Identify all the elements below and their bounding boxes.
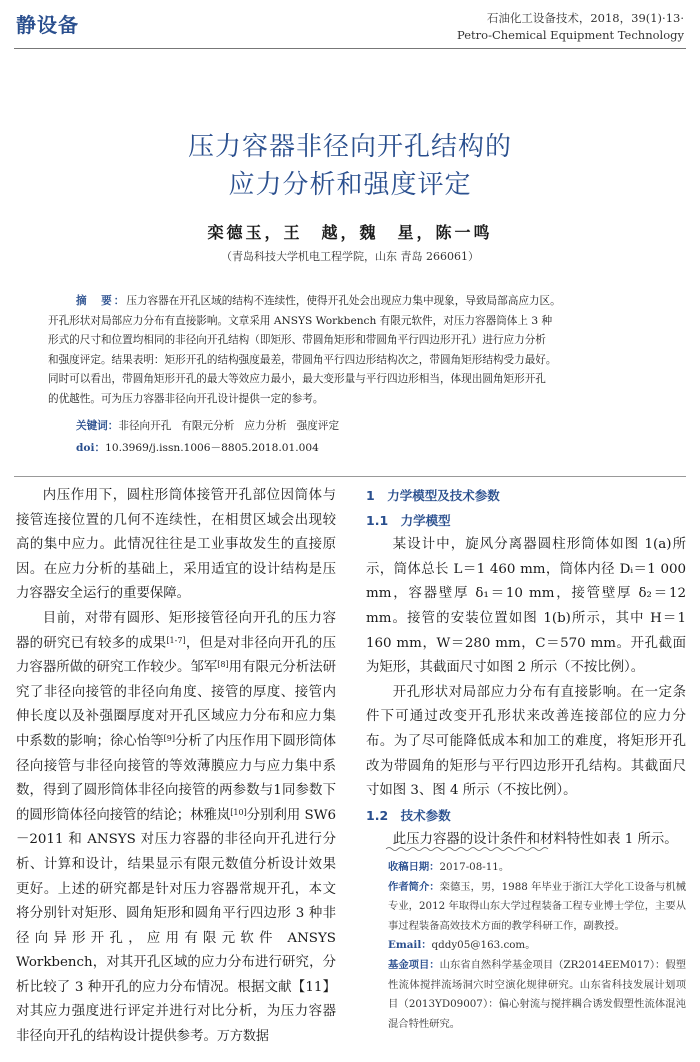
subsection-heading: 1.2 技术参数 (366, 807, 451, 823)
abstract-line (48, 292, 656, 312)
doi-link[interactable]: 10.3969/j.issn.1006－8805.2018.01.004 (105, 442, 319, 454)
email-link[interactable]: qddy05@163.com。 (431, 939, 536, 952)
paragraph-text: 分析了内压作用下圆形筒体径向接管与非径向接管的等效薄膜应力与应力集中系数，得到了圆形筒体非径向接管的两参数与1同参数下的圆形筒体径向接管的结论；林雅岚 (16, 733, 337, 823)
citation-ref[interactable]: [10] (230, 807, 247, 817)
paper-title (0, 128, 700, 204)
abstract-divider (14, 476, 686, 477)
keywords-label: 关键词： (76, 420, 119, 432)
affiliation: （青岛科技大学机电工程学院，山东 青岛 266061） (221, 250, 479, 263)
journal-section-label: 静设备 (16, 13, 79, 37)
title-line-1: 压力容器非径向开孔结构的 (187, 132, 512, 162)
citation-line: 石油化工设备技术，2018，39(1)·13· (486, 11, 684, 25)
footnote-label: Email： (388, 939, 432, 952)
citation-ref[interactable]: [9] (163, 733, 175, 743)
abstract-line: 开孔形状对局部应力分布有直接影响。文章采用 ANSYS Workbench 有限元软件，对压力容器筒体上 3 种 (48, 314, 553, 327)
section-heading: 1 力学模型及技术参数 (366, 488, 500, 503)
footnote-label: 基金项目： (388, 958, 440, 971)
footnote-text: 山东省自然科学基金项目（ZR2014EEM017）：假塑性流体搅拌流场洞穴时空演化规律研究。山东省科技发展计划项目（2013YD09007）：偏心射流与搅拌耦合诱发假塑性流体混沌混合特性研究。 (388, 958, 686, 1030)
keyword: 非径向开孔 (118, 420, 172, 432)
body-paragraph: 内压作用下，圆柱形筒体接管开孔部位因筒体与接管连接位置的几何不连续性，在相贯区域会出现较高的集中应力。此情况往往是工业事故发生的直接原因。在应力分析的基础上，采用适宜的设计结构是压力容器安全运行的重要保障。 (16, 488, 336, 602)
footnote-divider (366, 846, 686, 852)
keyword: 应力分析 (244, 420, 287, 432)
author-list: 栾德玉，王 越，魏 星，陈一鸣 (207, 223, 493, 242)
abstract-text: 压力容器在开孔区域的结构不连续性，使得开孔处会出现应力集中现象，导致局部高应力区。 (126, 295, 561, 307)
paragraph-text: 用有限元分析法研究了非径向接管的非径向角度、接管的厚度、接管内伸长度以及补强圈厚度对开孔区域应力分布和应力集中系数的影响；徐心怡等 (16, 660, 336, 749)
abstract-label: 摘 要： (76, 295, 127, 307)
paragraph-text: 目前，对带有圆形、矩形接管径向开孔的压力容器的研究已有较多的成果 (16, 610, 336, 651)
footnote-text: 2017-08-11。 (439, 861, 510, 873)
funding (388, 956, 686, 1034)
abstract-line: 形式的尺寸和位置均相同的非径向开孔结构（即矩形、带圆角矩形和带圆角平行四边形开孔）进行应力分析 (48, 334, 546, 347)
author-bio (388, 878, 686, 937)
journal-citation (457, 10, 684, 44)
author-email (388, 936, 686, 956)
footnote-label: 收稿日期： (388, 861, 440, 873)
abstract-block (48, 292, 656, 410)
right-column (366, 484, 686, 853)
title-line-2: 应力分析和强度评定 (228, 170, 472, 200)
header-divider (14, 48, 686, 49)
keywords (76, 418, 349, 433)
citation-ref[interactable]: [8] (217, 660, 229, 670)
doi (76, 440, 319, 455)
abstract-line: 的优越性。可为压力容器非径向开孔设计提供一定的参考。 (48, 392, 324, 405)
footnotes (388, 858, 686, 1034)
received-date (388, 858, 686, 878)
body-paragraph: 此压力容器的设计条件和材料特性如表 1 所示。 (392, 832, 678, 848)
doi-label: doi： (76, 442, 106, 454)
paragraph-text: 分别利用 SW6－2011 和 ANSYS 对压力容器的非径向开孔进行分析、计算和设计，结果显示有限元数值分析设计效果更好。上述的研究都是针对压力容器常规开孔，本文将分别针对矩形、圆角矩形和圆角平行四边形 3 种非径向异形开孔，应用有限元软件 ANSYS Workbench，对其开孔区域的应力分布进行研究，分析比较了 3 种开孔的应力分布情况。根据文献【11】对其应力强度进行评定并进行对比分析，为压力容器非径向开孔的结构设计提供参考。 (16, 807, 337, 1045)
paragraph-text: ，但是对非径向开孔的压力容器所做的研究工作较少。邹军 (16, 635, 336, 676)
watermark: 万方数据 (216, 1029, 269, 1045)
footnote-text: 栾德玉，男，1988 年毕业于浙江大学化工设备与机械专业，2012 年取得山东大学过程装备工程专业博士学位，主要从事过程装备高效技术方面的教学科研工作，副教授。 (388, 880, 686, 932)
body-paragraph: 某设计中，旋风分离器圆柱形筒体如图 1(a)所示，筒体总长 L＝1 460 mm，筒体内径 Dᵢ＝1 000 mm，容器壁厚 δ₁＝10 mm，接管壁厚 δ₂＝12 mm。接管的安装位置如图 1(b)所示，其中 H＝1 160 mm，W＝280 mm，C＝570 mm。开孔截面为矩形，其截面尺寸如图 2 所示（不按比例）。 (366, 537, 686, 676)
journal-english-name: Petro-Chemical Equipment Technology (457, 28, 684, 42)
subsection-heading: 1.1 力学模型 (366, 512, 451, 528)
keyword: 强度评定 (296, 420, 340, 432)
abstract-line: 同时可以看出，带圆角矩形开孔的最大等效应力最小，最大变形量与平行四边形相当，体现出圆角矩形开孔 (48, 373, 546, 386)
body-paragraph (16, 607, 336, 1050)
left-column (16, 484, 336, 1050)
body-paragraph: 开孔形状对局部应力分布有直接影响。在一定条件下可通过改变开孔形状来改善连接部位的应力分布。为了尽可能降低成本和加工的难度，将矩形开孔改为带圆角的矩形与平行四边形开孔结构。其截面尺寸如图 3、图 4 所示（不按比例）。 (366, 684, 686, 799)
abstract-line: 和强度评定。结果表明：矩形开孔的结构强度最差，带圆角平行四边形结构次之，带圆角矩形结构受力最好。 (48, 353, 557, 366)
footnote-label: 作者简介： (388, 880, 440, 893)
keyword: 有限元分析 (181, 420, 235, 432)
citation-ref[interactable]: [1-7] (166, 635, 186, 645)
